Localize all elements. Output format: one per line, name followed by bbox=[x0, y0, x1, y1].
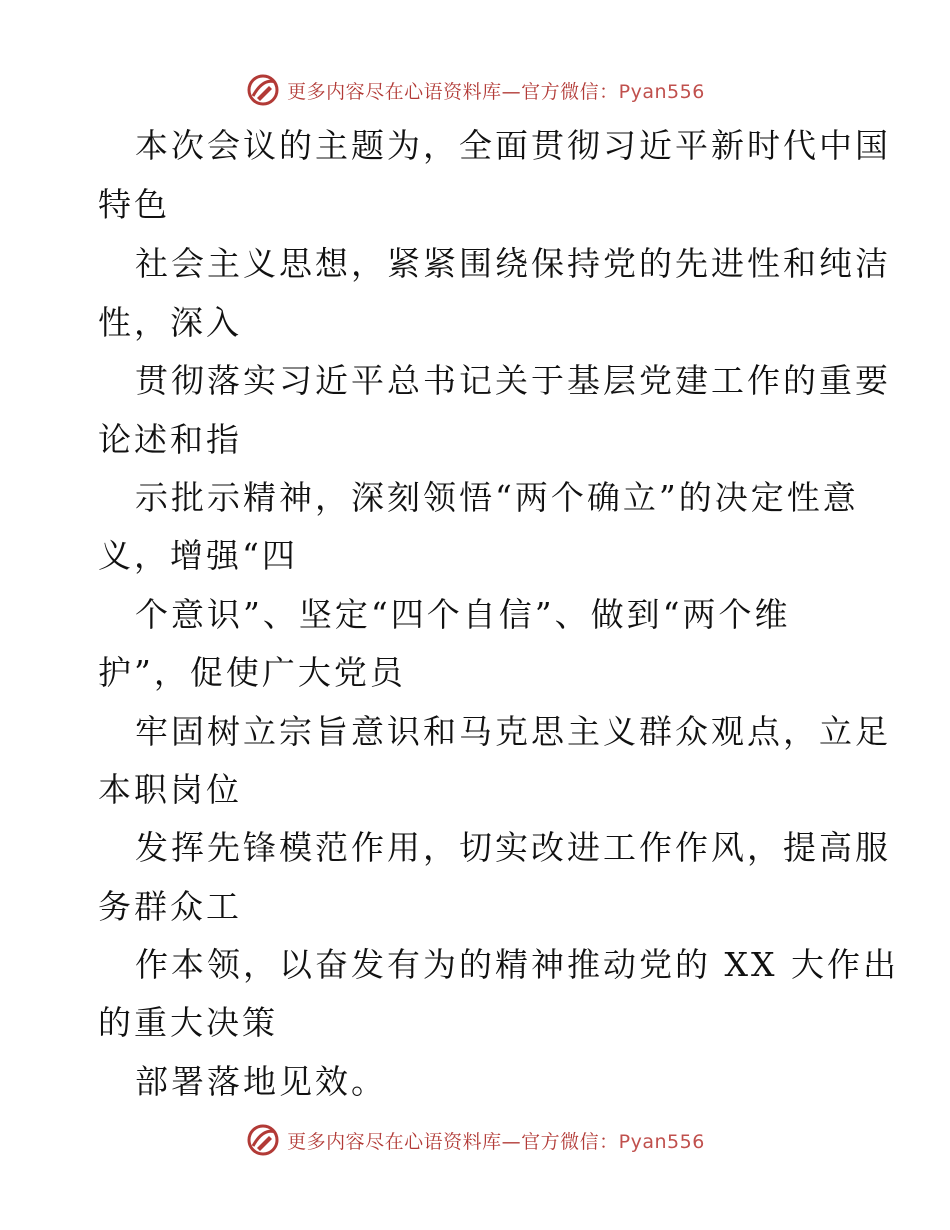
document-line: 部署落地见效。 bbox=[135, 1062, 387, 1101]
document-line: 社会主义思想，紧紧围绕保持党的先进性和纯洁 bbox=[135, 244, 891, 283]
document-line: 性，深入 bbox=[98, 303, 242, 342]
document-line: 作本领，以奋发有为的精神推动党的 XX 大作出 bbox=[135, 945, 899, 984]
document-line: 牢固树立宗旨意识和马克思主义群众观点，立足 bbox=[135, 712, 891, 751]
watermark-handle: Pyan556 bbox=[618, 80, 705, 103]
document-line: 贯彻落实习近平总书记关于基层党建工作的重要 bbox=[135, 361, 891, 400]
document-line: 的重大决策 bbox=[98, 1003, 278, 1042]
brand-logo-icon bbox=[245, 1122, 281, 1158]
document-line: 本职岗位 bbox=[98, 770, 242, 809]
document-line: 务群众工 bbox=[98, 887, 242, 926]
watermark-handle: Pyan556 bbox=[618, 1130, 705, 1153]
document-line: 示批示精神，深刻领悟“两个确立”的决定性意 bbox=[135, 478, 859, 517]
watermark-text: 更多内容尽在心语资料库—官方微信：Pyan556 bbox=[287, 80, 705, 103]
document-line: 特色 bbox=[98, 185, 170, 224]
document-line: 义，增强“四 bbox=[98, 536, 298, 575]
document-line: 论述和指 bbox=[98, 420, 242, 459]
footer-watermark bbox=[0, 1120, 950, 1160]
document-line: 护”，促使广大党员 bbox=[98, 653, 406, 692]
document-line: 发挥先锋模范作用，切实改进工作作风，提高服 bbox=[135, 828, 891, 867]
document-line: 本次会议的主题为，全面贯彻习近平新时代中国 bbox=[135, 126, 891, 165]
watermark-text: 更多内容尽在心语资料库—官方微信：Pyan556 bbox=[287, 1130, 705, 1153]
document-line: 个意识”、坚定“四个自信”、做到“两个维 bbox=[135, 595, 791, 634]
